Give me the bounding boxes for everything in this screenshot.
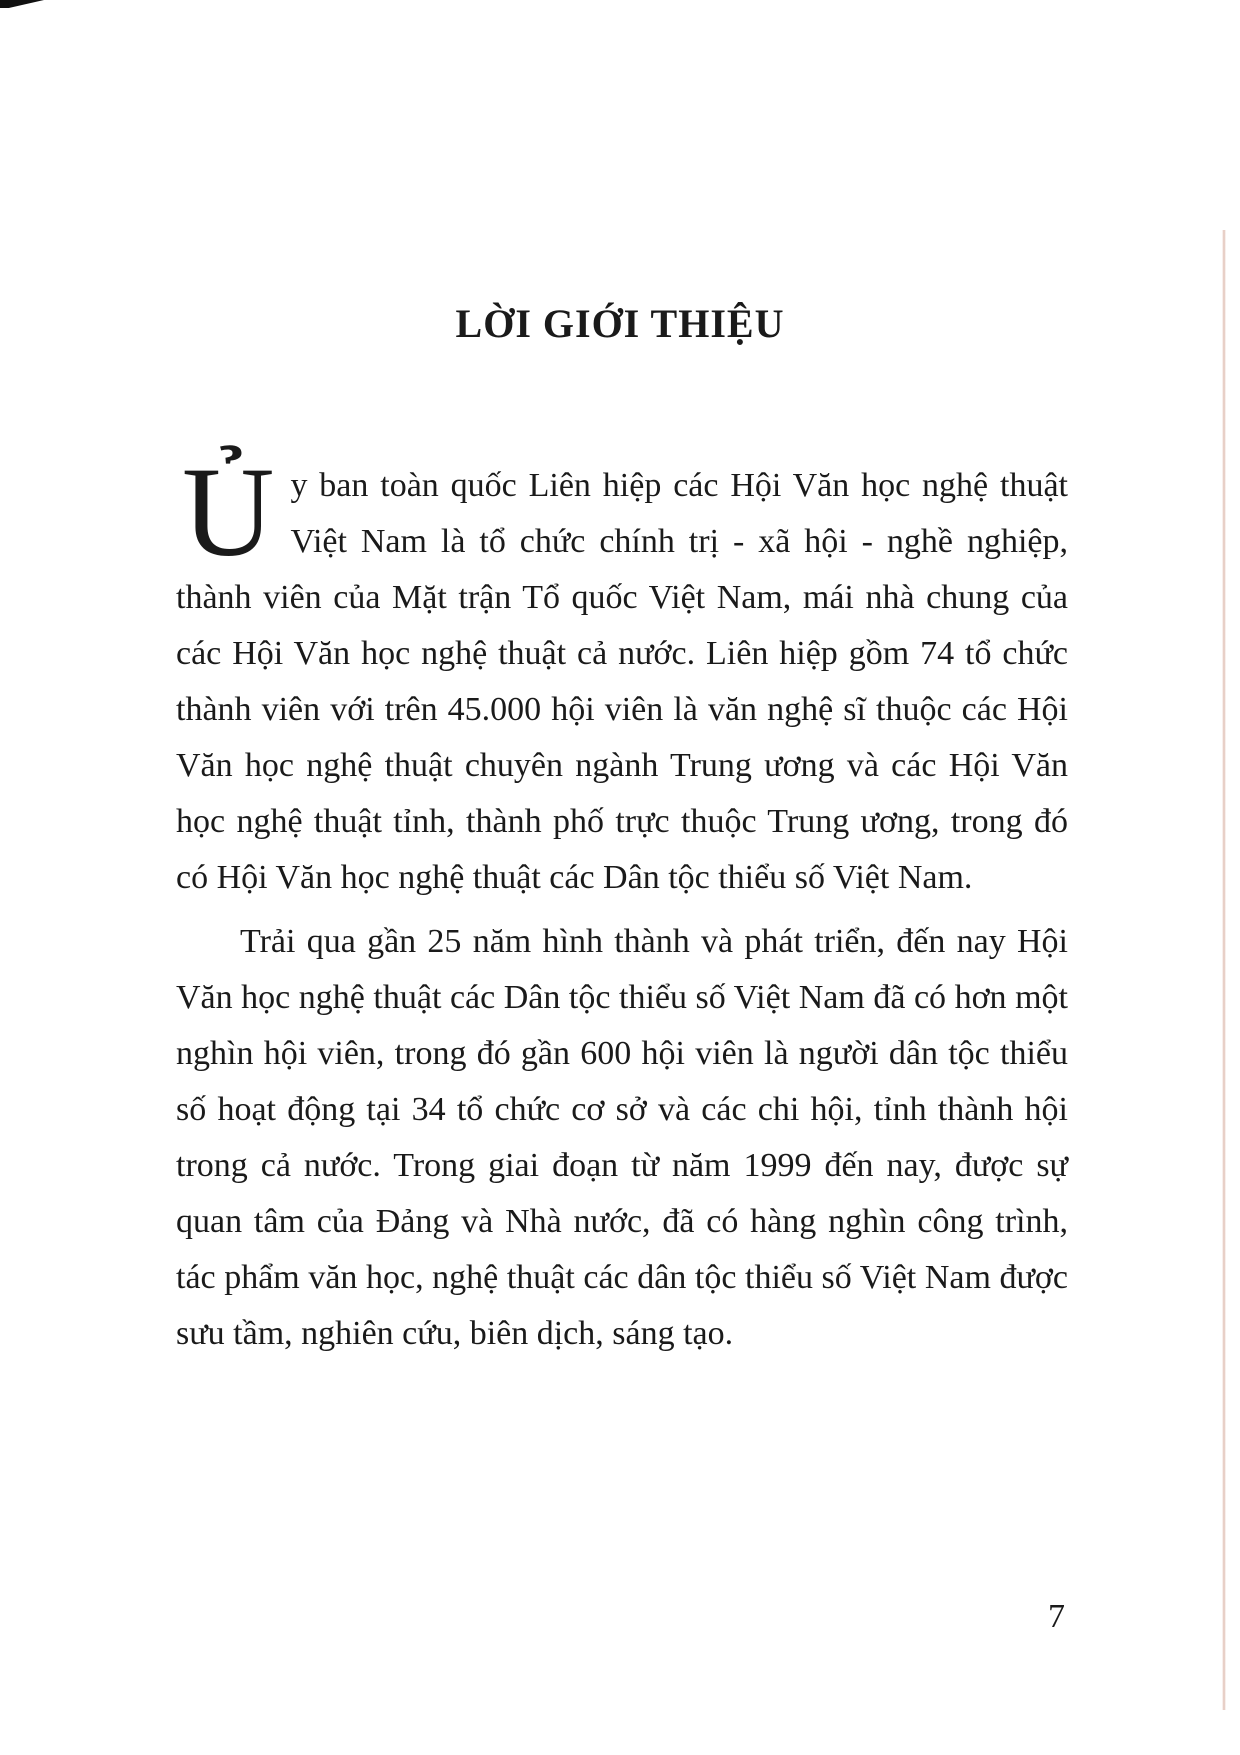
paragraph-2-text: Trải qua gần 25 năm hình thành và phát triển, đến nay Hội Văn học nghệ thuật các Dân tộc thiểu số Việt Nam đã có hơn một nghìn hội viên, trong đó gần 600 hội viên là người dân tộc thiểu số hoạt động tại 34 tổ chức cơ sở và các chi hội, tỉnh thành hội trong cả nước. Trong giai đoạn từ năm 1999 đến nay, được sự quan tâm của Đảng và Nhà nước, đã có hàng nghìn công trình, tác phẩm văn học, nghệ thuật các dân tộc thiểu số Việt Nam được sưu tầm, nghiên cứu, biên dịch, sáng tạo. (176, 923, 1068, 1352)
paragraph-1-text: y ban toàn quốc Liên hiệp các Hội Văn học nghệ thuật Việt Nam là tổ chức chính trị - xã hội - nghề nghiệp, thành viên của Mặt trận Tổ quốc Việt Nam, mái nhà chung của các Hội Văn học nghệ thuật cả nước. Liên hiệp gồm 74 tổ chức thành viên với trên 45.000 hội viên là văn nghệ sĩ thuộc các Hội Văn học nghệ thuật chuyên ngành Trung ương và các Hội Văn học nghệ thuật tỉnh, thành phố trực thuộc Trung ương, trong đó có Hội Văn học nghệ thuật các Dân tộc thiểu số Việt Nam. (176, 467, 1068, 896)
page-title: LỜI GIỚI THIỆU (455, 301, 785, 346)
paragraph-2 (176, 914, 1068, 1362)
scan-corner-mark (0, 0, 44, 8)
drop-cap: Ủ (182, 441, 275, 583)
paragraph-1 (176, 441, 1068, 906)
body-text (176, 441, 1068, 1362)
page-number: 7 (1048, 1598, 1065, 1635)
page-edge-shadow (1222, 230, 1226, 1710)
